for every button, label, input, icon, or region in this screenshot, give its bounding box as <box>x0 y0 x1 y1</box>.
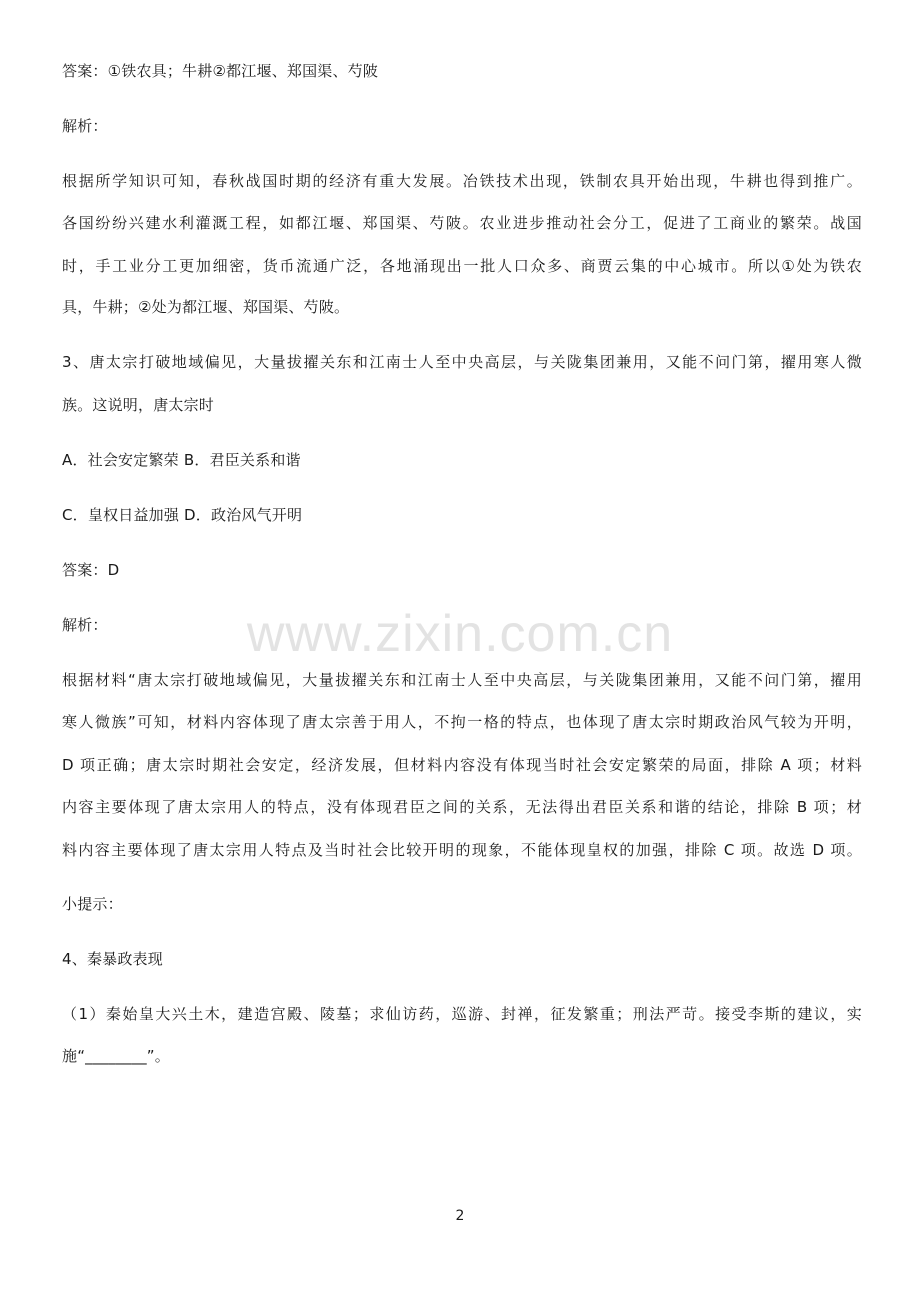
analysis-text-q3-line5: 料内容主要体现了唐太宗用人特点及当时社会比较开明的现象，不能体现皇权的加强，排除 C 项。故选 D 项。 <box>62 841 862 859</box>
analysis-text-q2-line4: 具，牛耕；②处为都江堰、郑国渠、芍陂。 <box>62 298 350 316</box>
answer-line-q3: 答案：D <box>62 561 120 579</box>
page-number: 2 <box>455 1208 465 1224</box>
analysis-label-q3: 解析： <box>62 616 108 634</box>
question-3-line2: 族。这说明，唐太宗时 <box>62 396 215 414</box>
question-3-line1: 3、唐太宗打破地域偏见，大量拔擢关东和江南士人至中央高层，与关陇集团兼用，又能不问门第，擢用寒人微 <box>62 353 862 371</box>
analysis-text-q3-line4: 内容主要体现了唐太宗用人的特点，没有体现君臣之间的关系，无法得出君臣关系和谐的结论，排除 B 项；材 <box>62 798 862 816</box>
analysis-text-q2-line2: 各国纷纷兴建水利灌溉工程，如都江堰、郑国渠、芍陂。农业进步推动社会分工，促进了工商业的繁荣。战国 <box>62 214 862 232</box>
analysis-text-q3-line1: 根据材料“唐太宗打破地域偏见，大量拔擢关东和江南士人至中央高层，与关陇集团兼用，又能不问门第，擢用 <box>62 671 862 689</box>
question-4-title: 4、秦暴政表现 <box>62 950 163 968</box>
analysis-text-q2-line3: 时，手工业分工更加细密，货币流通广泛，各地涌现出一批人口众多、商贾云集的中心城市。所以①处为铁农 <box>62 257 862 275</box>
question-4-part1-line2: 施“________”。 <box>62 1047 170 1065</box>
analysis-text-q3-line2: 寒人微族”可知，材料内容体现了唐太宗善于用人，不拘一格的特点，也体现了唐太宗时期政治风气较为开明， <box>62 713 862 731</box>
watermark: www.zixin.com.cn <box>246 605 674 663</box>
analysis-text-q3-line3: D 项正确；唐太宗时期社会安定，经济发展，但材料内容没有体现当时社会安定繁荣的局面，排除 A 项；材料 <box>62 756 862 774</box>
analysis-label-q2: 解析： <box>62 117 108 135</box>
answer-line-q2: 答案：①铁农具；牛耕②都江堰、郑国渠、芍陂 <box>62 62 379 80</box>
tip-label: 小提示： <box>62 895 123 913</box>
option-row-ab: A．社会安定繁荣 B．君臣关系和谐 <box>62 451 301 469</box>
question-4-part1-line1: （1）秦始皇大兴土木，建造宫殿、陵墓；求仙访药，巡游、封禅，征发繁重；刑法严苛。接受李斯的建议，实 <box>62 1005 862 1023</box>
analysis-text-q2-line1: 根据所学知识可知，春秋战国时期的经济有重大发展。冶铁技术出现，铁制农具开始出现，牛耕也得到推广。 <box>62 172 862 190</box>
option-row-cd: C．皇权日益加强 D．政治风气开明 <box>62 506 303 524</box>
